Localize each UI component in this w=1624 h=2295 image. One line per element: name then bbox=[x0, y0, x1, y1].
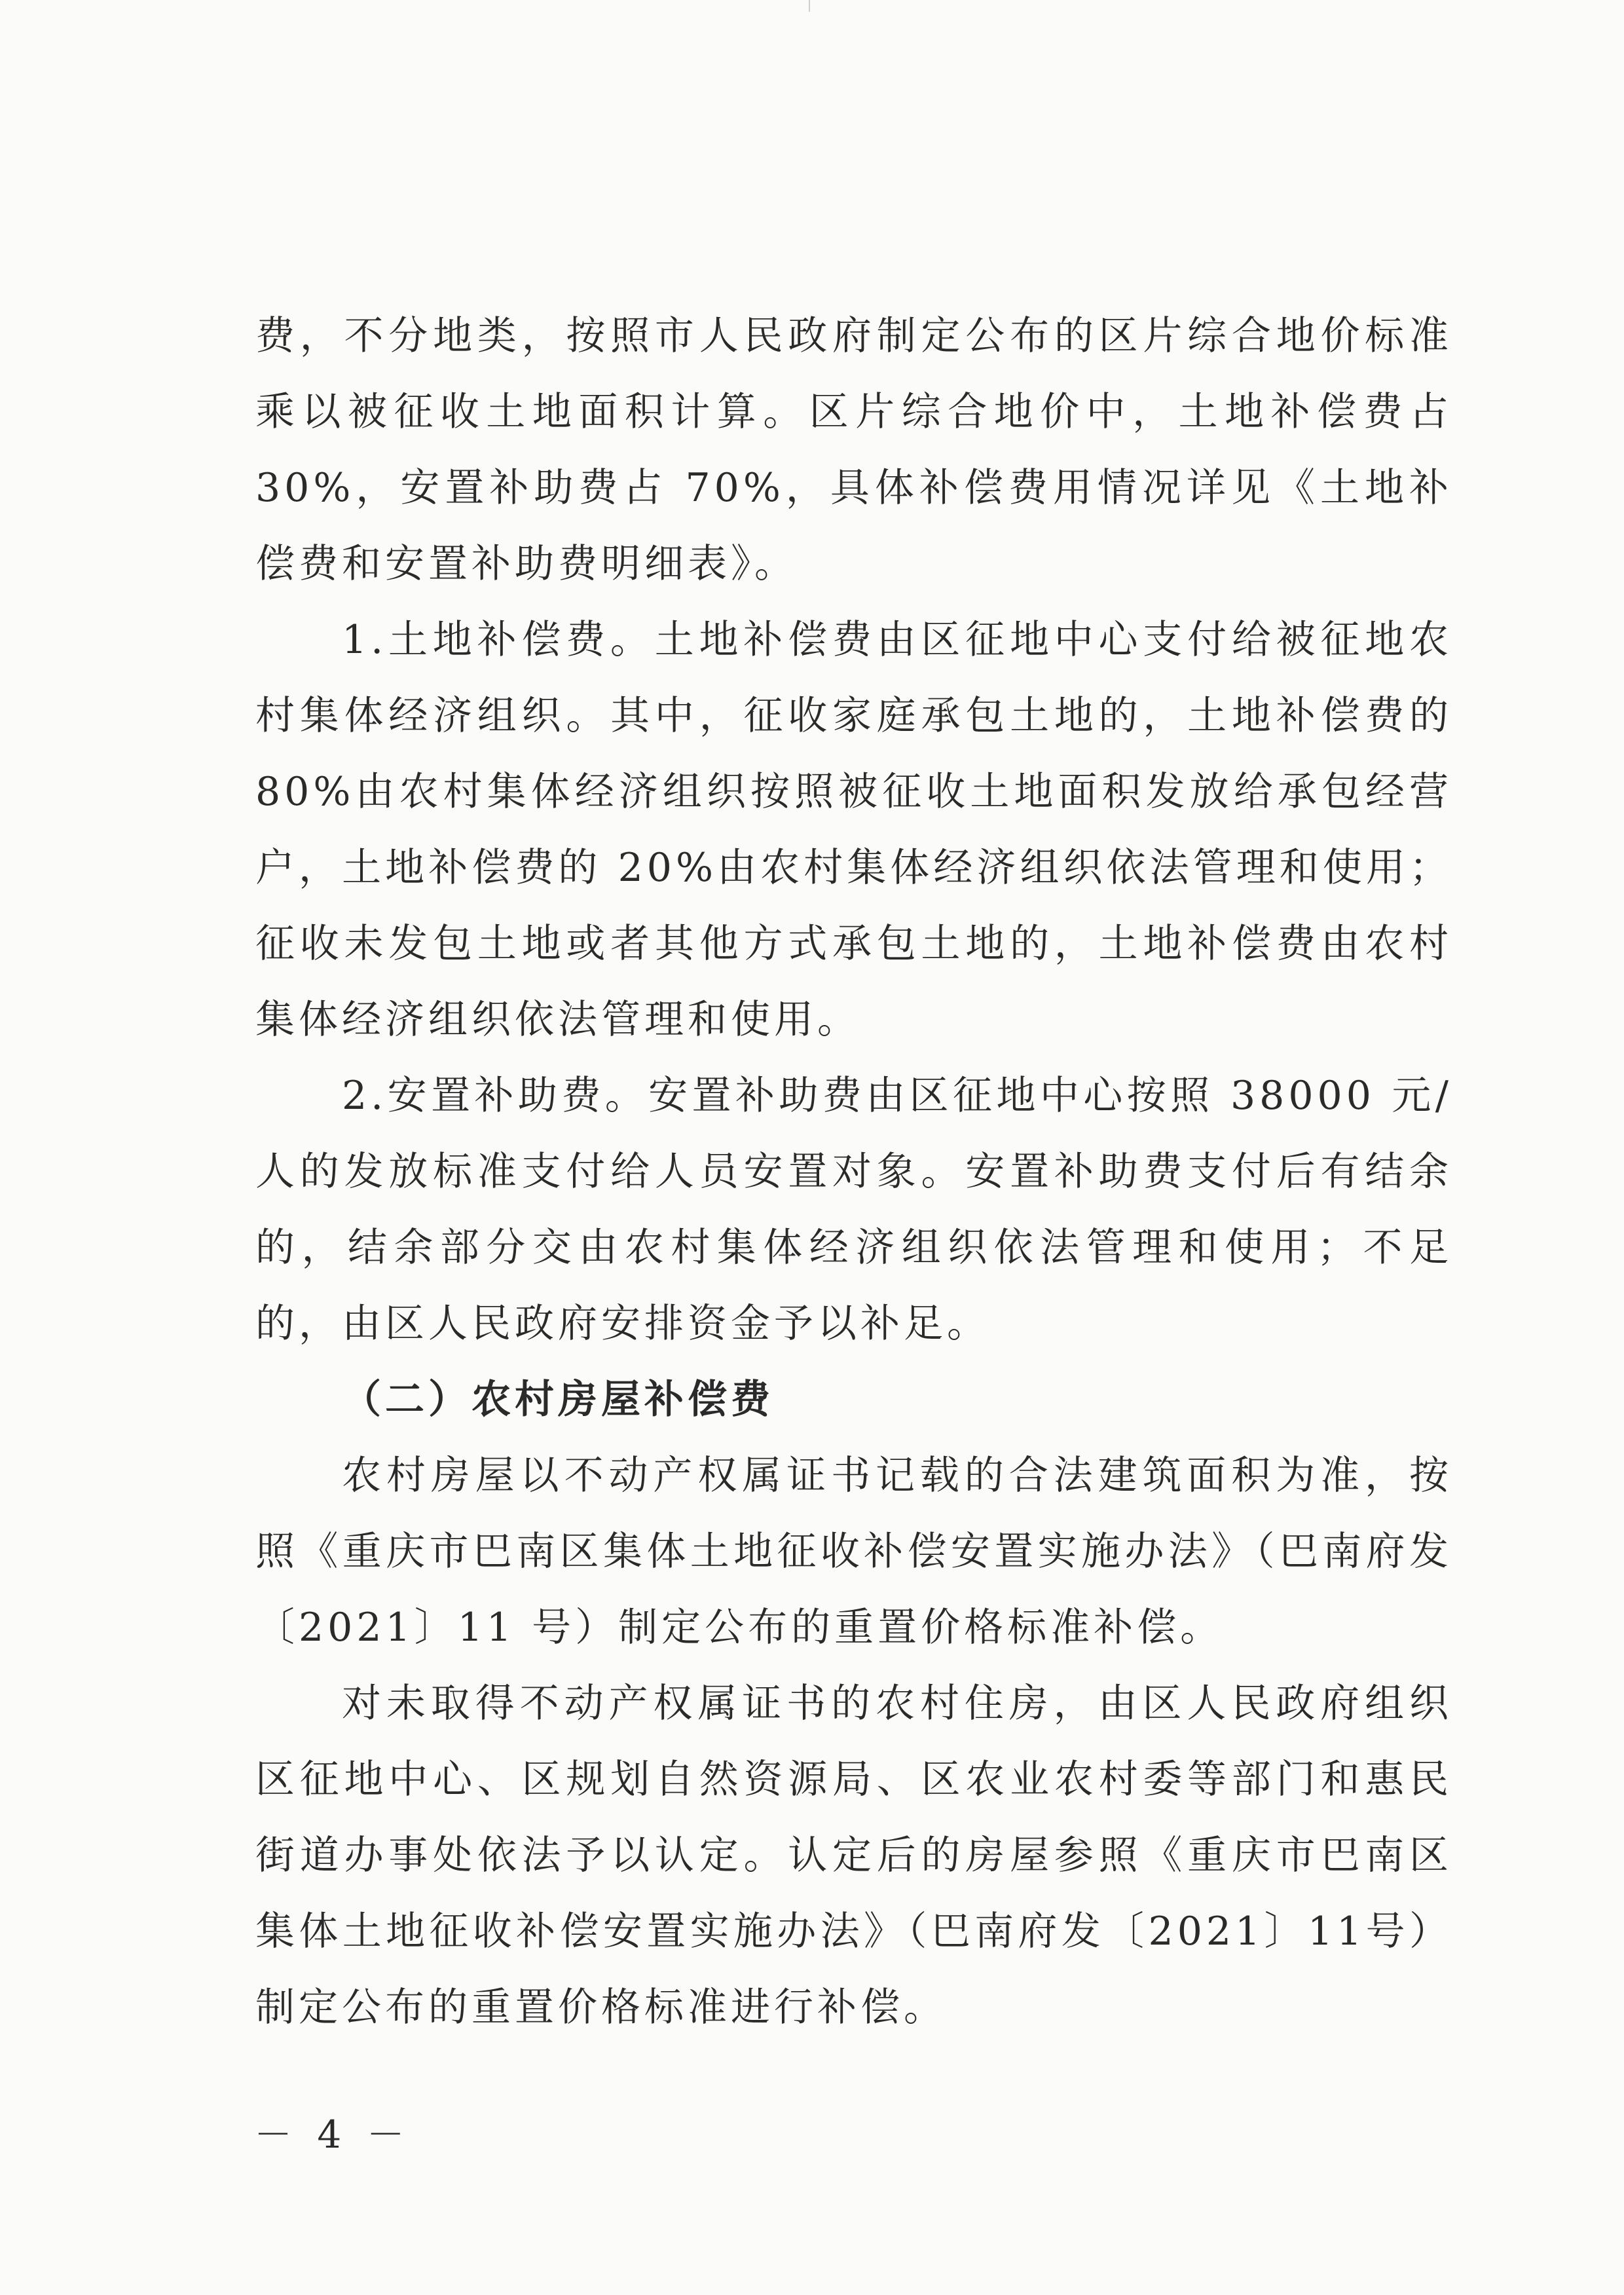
page-number: － 4 － bbox=[254, 2112, 411, 2157]
document-body bbox=[255, 298, 1452, 2045]
section-heading-rural-housing: （二）农村房屋补偿费 bbox=[342, 1377, 774, 1423]
paragraph-land-compensation: 1.土地补偿费。土地补偿费由区征地中心支付给被征地农村集体经济组织。其中，征收家庭承包土地的，土地补偿费的 80%由农村集体经济组织按照被征收土地面积发放给承包经营户，土地补偿费的 20%由农村集体经济组织依法管理和使用；征收未发包土地或者其他方式承包土地的，土地补偿费由农村集体经济组织依法管理和使用。 bbox=[255, 617, 1452, 1043]
paragraph-continued-fees: 费，不分地类，按照市人民政府制定公布的区片综合地价标准乘以被征收土地面积计算。区片综合地价中，土地补偿费占 30%，安置补助费占 70%，具体补偿费用情况详见《土地补偿费和安置补助费明细表》。 bbox=[255, 313, 1452, 587]
page-fold-mark bbox=[809, 0, 810, 12]
paragraph-resettlement-subsidy: 2.安置补助费。安置补助费由区征地中心按照 38000 元/人的发放标准支付给人员安置对象。安置补助费支付后有结余的，结余部分交由农村集体经济组织依法管理和使用；不足的，由区人民政府安排资金予以补足。 bbox=[255, 1073, 1452, 1347]
paragraph-housing-certified: 农村房屋以不动产权属证书记载的合法建筑面积为准，按照《重庆市巴南区集体土地征收补偿安置实施办法》（巴南府发〔2021〕11 号）制定公布的重置价格标准补偿。 bbox=[255, 1453, 1452, 1651]
paragraph-housing-uncertified: 对未取得不动产权属证书的农村住房，由区人民政府组织区征地中心、区规划自然资源局、区农业农村委等部门和惠民街道办事处依法予以认定。认定后的房屋参照《重庆市巴南区集体土地征收补偿安置实施办法》（巴南府发〔2021〕11号）制定公布的重置价格标准进行补偿。 bbox=[255, 1681, 1452, 2030]
